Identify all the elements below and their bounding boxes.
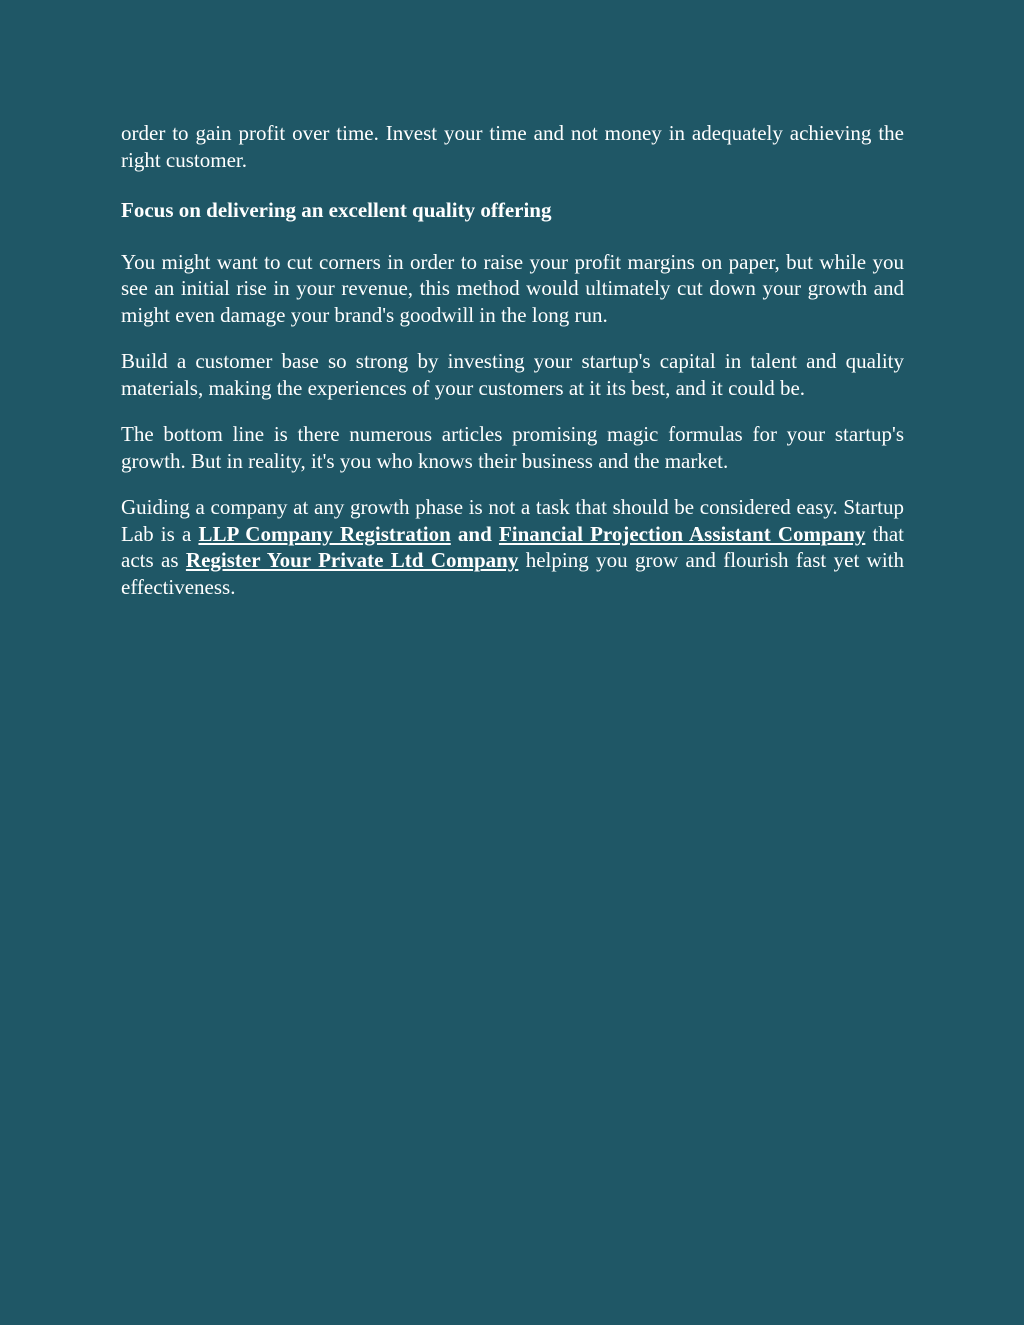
cut-corners-paragraph: You might want to cut corners in order to raise your profit margins on paper, but while you see an initial rise in your revenue, this method would ultimately cut down your growth and might even damage your brand's goodwill in the long run. (121, 249, 904, 327)
bottom-line-paragraph: The bottom line is there numerous articles promising magic formulas for your startup's growth. But in reality, it's you who knows their business and the market. (121, 422, 904, 473)
section-heading: Focus on delivering an excellent quality offering (121, 198, 552, 222)
intro-paragraph: order to gain profit over time. Invest your time and not money in adequately achieving the right customer. (121, 121, 904, 172)
guiding-connector-and: and (450, 521, 499, 546)
guiding-text-middle: that acts as (121, 521, 905, 572)
guiding-company-paragraph (121, 494, 904, 600)
guiding-text-end: helping you grow and flourish fast yet with effectiveness. (121, 548, 905, 599)
guiding-text-start: Guiding a company at any growth phase is not a task that should be considered easy. Startup Lab is a (121, 495, 904, 546)
llp-company-registration-link[interactable]: LLP Company Registration (198, 521, 451, 546)
financial-projection-assistant-link[interactable]: Financial Projection Assistant Company (498, 521, 866, 546)
customer-base-paragraph: Build a customer base so strong by investing your startup's capital in talent and quality materials, making the experiences of your customers at it its best, and it could be. (121, 349, 904, 400)
document-content (121, 120, 904, 600)
register-private-ltd-company-link[interactable]: Register Your Private Ltd Company (185, 548, 519, 572)
